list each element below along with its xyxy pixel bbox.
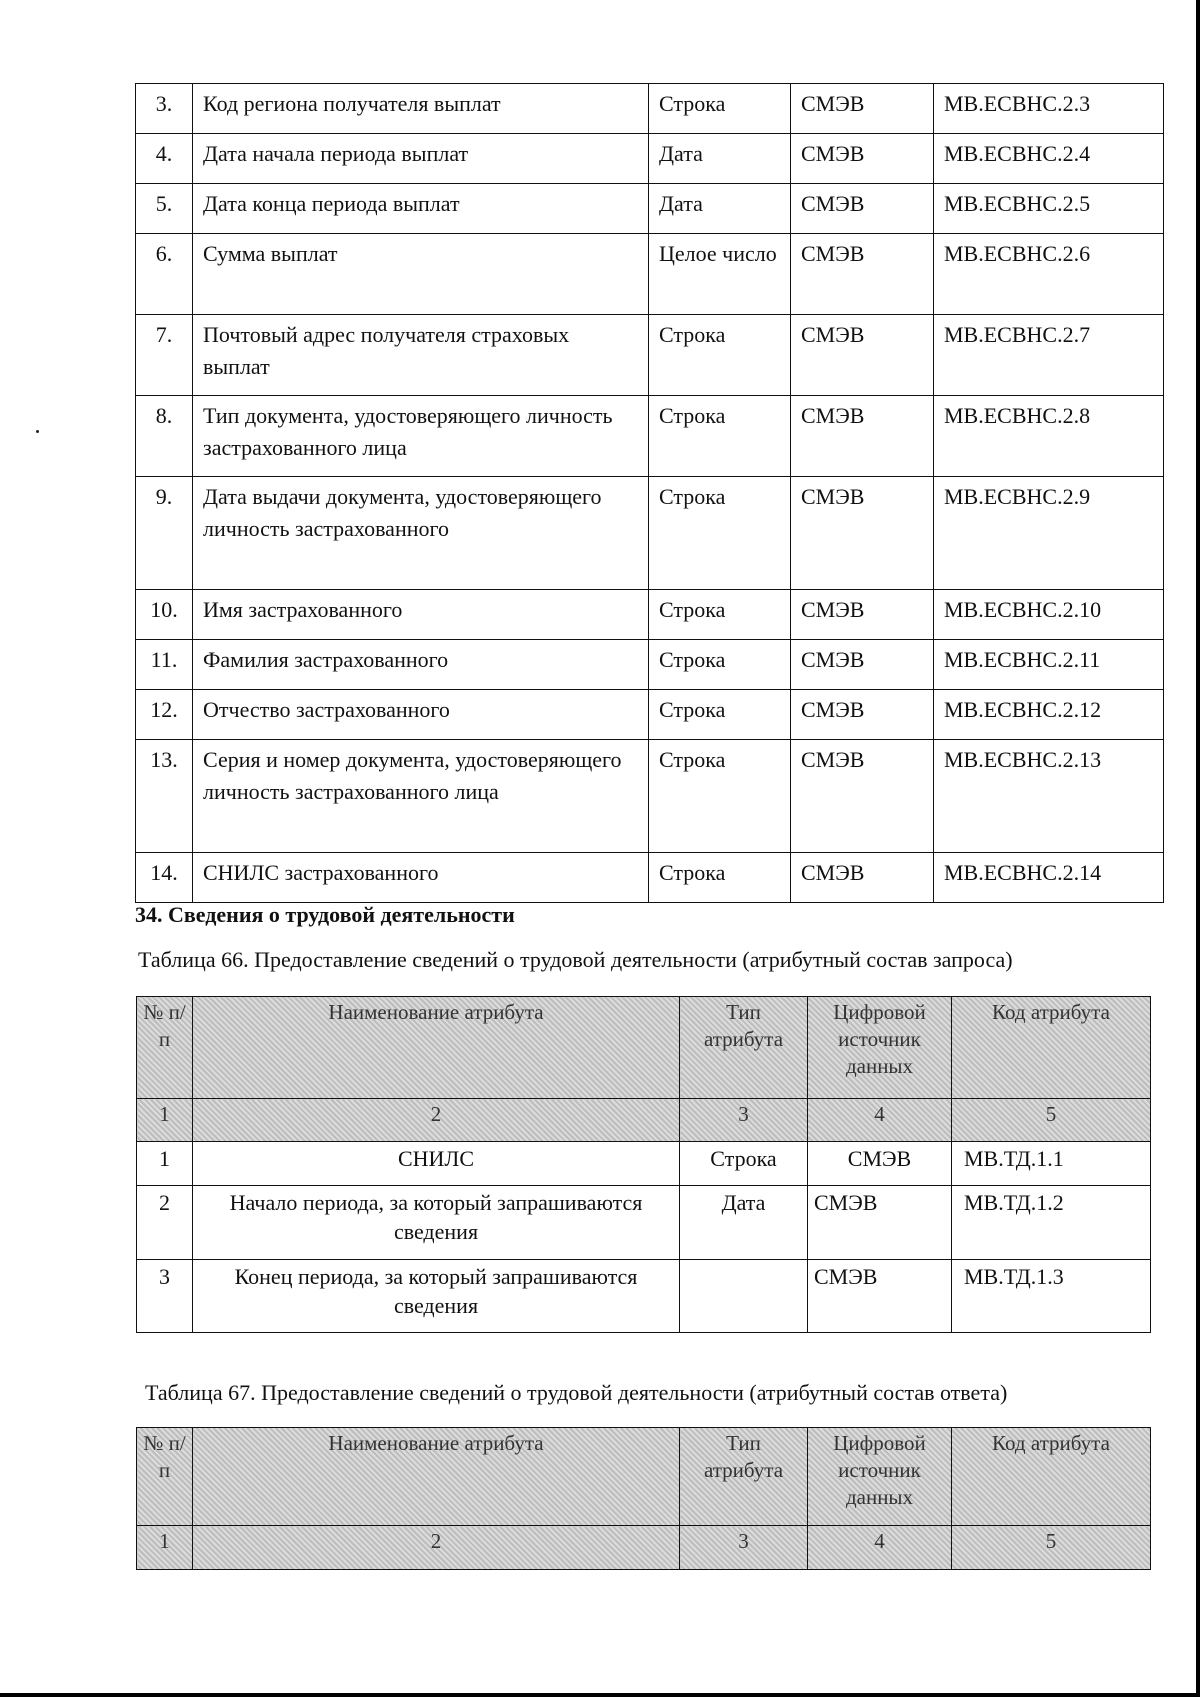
row-type: Строка (649, 640, 791, 690)
table-row (136, 134, 1164, 184)
table-row (136, 640, 1164, 690)
header-num: № п/п (137, 997, 193, 1099)
row-code: МВ.ЕСВНС.2.4 (934, 134, 1164, 184)
header-name: Наименование атрибута (193, 1428, 680, 1526)
row-num: 4. (136, 134, 193, 184)
header-type: Тип атрибута (680, 1428, 808, 1526)
row-code: МВ.ЕСВНС.2.10 (934, 590, 1164, 640)
row-num: 10. (136, 590, 193, 640)
row-source: СМЭВ (791, 184, 934, 234)
row-source: СМЭВ (791, 690, 934, 740)
row-num: 9. (136, 477, 193, 590)
row-name: Дата конца периода выплат (193, 184, 649, 234)
index-3: 3 (680, 1099, 808, 1142)
row-name: СНИЛС (193, 1142, 680, 1186)
row-type: Строка (649, 740, 791, 853)
row-type: Строка (649, 853, 791, 903)
row-code: МВ.ЕСВНС.2.9 (934, 477, 1164, 590)
index-1: 1 (137, 1526, 193, 1570)
row-name: Код региона получателя выплат (193, 84, 649, 134)
table-67 (136, 1427, 1151, 1570)
table-row (136, 234, 1164, 315)
row-type: Строка (649, 590, 791, 640)
row-code: МВ.ТД.1.2 (952, 1186, 1151, 1260)
index-5: 5 (952, 1526, 1151, 1570)
index-1: 1 (137, 1099, 193, 1142)
row-name: Начало периода, за который запрашиваются сведения (193, 1186, 680, 1260)
row-code: МВ.ЕСВНС.2.12 (934, 690, 1164, 740)
row-code: МВ.ЕСВНС.2.14 (934, 853, 1164, 903)
row-num: 14. (136, 853, 193, 903)
row-code: МВ.ТД.1.3 (952, 1260, 1151, 1333)
table-row (136, 184, 1164, 234)
row-name: Тип документа, удостоверяющего личность застрахованного лица (193, 396, 649, 477)
table-row (137, 1186, 1151, 1260)
row-name: Почтовый адрес получателя страховых выплат (193, 315, 649, 396)
index-3: 3 (680, 1526, 808, 1570)
row-source: СМЭВ (791, 590, 934, 640)
table-row (136, 740, 1164, 853)
row-name: Фамилия застрахованного (193, 640, 649, 690)
header-source: Цифровой источник данных (808, 1428, 952, 1526)
row-source: СМЭВ (791, 134, 934, 184)
row-source: СМЭВ (791, 477, 934, 590)
row-code: МВ.ЕСВНС.2.8 (934, 396, 1164, 477)
table-row (136, 84, 1164, 134)
row-type: Строка (649, 477, 791, 590)
index-2: 2 (193, 1099, 680, 1142)
row-num: 12. (136, 690, 193, 740)
index-4: 4 (808, 1099, 952, 1142)
row-source: СМЭВ (808, 1260, 952, 1333)
row-code: МВ.ЕСВНС.2.11 (934, 640, 1164, 690)
section-heading: 34. Сведения о трудовой деятельности (135, 902, 515, 927)
header-code: Код атрибута (952, 997, 1151, 1099)
row-source: СМЭВ (791, 315, 934, 396)
scan-speck (36, 430, 39, 433)
row-type: Строка (649, 315, 791, 396)
table-66-header-row (137, 997, 1151, 1099)
header-type: Тип атрибута (680, 997, 808, 1099)
row-name: Дата выдачи документа, удостоверяющего личность застрахованного (193, 477, 649, 590)
row-num: 5. (136, 184, 193, 234)
table-66 (136, 996, 1151, 1333)
row-type: Строка (649, 396, 791, 477)
index-2: 2 (193, 1526, 680, 1570)
row-num: 1 (137, 1142, 193, 1186)
row-name: Конец периода, за который запрашиваются сведения (193, 1260, 680, 1333)
table-67-caption: Таблица 67. Предоставление сведений о трудовой деятельности (атрибутный состав ответа) (145, 1380, 1008, 1405)
row-type (680, 1260, 808, 1333)
row-num: 13. (136, 740, 193, 853)
row-name: Дата начала периода выплат (193, 134, 649, 184)
table-row (136, 315, 1164, 396)
row-code: МВ.ЕСВНС.2.7 (934, 315, 1164, 396)
row-type: Строка (680, 1142, 808, 1186)
row-source: СМЭВ (791, 234, 934, 315)
table-67-header-row (137, 1428, 1151, 1526)
attribute-table-continued (135, 83, 1164, 903)
row-code: МВ.ТД.1.1 (952, 1142, 1151, 1186)
table-66-index-row (137, 1099, 1151, 1142)
row-num: 11. (136, 640, 193, 690)
row-type: Дата (649, 134, 791, 184)
row-source: СМЭВ (791, 853, 934, 903)
row-type: Строка (649, 84, 791, 134)
row-code: МВ.ЕСВНС.2.3 (934, 84, 1164, 134)
row-code: МВ.ЕСВНС.2.6 (934, 234, 1164, 315)
row-num: 8. (136, 396, 193, 477)
row-num: 2 (137, 1186, 193, 1260)
table-row (137, 1260, 1151, 1333)
table-row (136, 690, 1164, 740)
row-source: СМЭВ (791, 640, 934, 690)
row-type: Строка (649, 690, 791, 740)
row-name: Отчество застрахованного (193, 690, 649, 740)
row-name: Серия и номер документа, удостоверяющего личность застрахованного лица (193, 740, 649, 853)
index-5: 5 (952, 1099, 1151, 1142)
row-code: МВ.ЕСВНС.2.5 (934, 184, 1164, 234)
header-name: Наименование атрибута (193, 997, 680, 1099)
table-row (136, 396, 1164, 477)
row-num: 7. (136, 315, 193, 396)
row-source: СМЭВ (791, 740, 934, 853)
row-type: Целое число (649, 234, 791, 315)
row-name: Имя застрахованного (193, 590, 649, 640)
row-name: СНИЛС застрахованного (193, 853, 649, 903)
scan-edge-right (1196, 0, 1200, 1697)
row-type: Дата (649, 184, 791, 234)
header-source: Цифровой источник данных (808, 997, 952, 1099)
row-source: СМЭВ (791, 84, 934, 134)
header-code: Код атрибута (952, 1428, 1151, 1526)
table-66-caption: Таблица 66. Предоставление сведений о трудовой деятельности (атрибутный состав запроса) (138, 947, 1013, 972)
row-name: Сумма выплат (193, 234, 649, 315)
row-num: 3. (136, 84, 193, 134)
row-source: СМЭВ (808, 1186, 952, 1260)
table-67-index-row (137, 1526, 1151, 1570)
table-row (136, 477, 1164, 590)
row-type: Дата (680, 1186, 808, 1260)
table-row (136, 853, 1164, 903)
table-row (136, 590, 1164, 640)
row-num: 3 (137, 1260, 193, 1333)
row-code: МВ.ЕСВНС.2.13 (934, 740, 1164, 853)
table-row (137, 1142, 1151, 1186)
row-source: СМЭВ (808, 1142, 952, 1186)
header-num: № п/п (137, 1428, 193, 1526)
index-4: 4 (808, 1526, 952, 1570)
row-num: 6. (136, 234, 193, 315)
scan-edge-bottom (0, 1693, 1200, 1697)
row-source: СМЭВ (791, 396, 934, 477)
